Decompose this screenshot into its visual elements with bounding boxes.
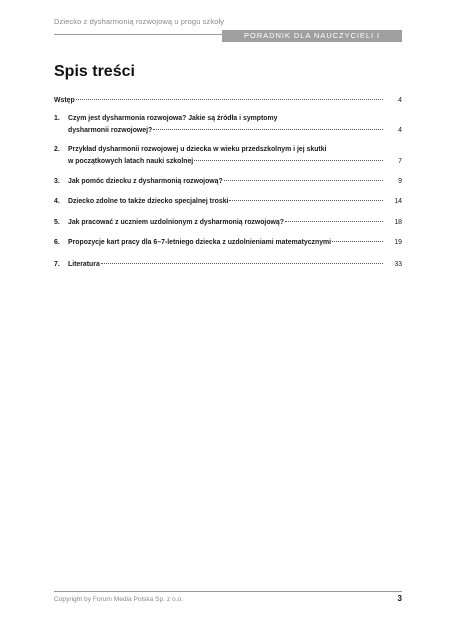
toc-entry-title: Literatura xyxy=(68,261,100,268)
toc-entry-body xyxy=(68,217,402,229)
toc-entry-title: Dziecko zdolne to także dziecko specjalnej troski xyxy=(68,198,229,205)
toc-entry-page: 4 xyxy=(398,97,402,104)
toc-entry-page: 18 xyxy=(394,219,402,226)
toc-entry-number: 5. xyxy=(54,219,60,226)
leader-dots xyxy=(285,221,383,222)
toc-entry-body xyxy=(68,196,402,208)
leader-dots xyxy=(194,160,383,161)
toc-entry-title-line: w początkowych latach nauki szkolnej xyxy=(68,158,194,165)
leader-dots xyxy=(76,99,383,100)
toc-entry-title-line: dysharmonii rozwojowej? xyxy=(68,127,153,134)
toc-entry-body xyxy=(54,95,402,107)
toc-entry-title: Propozycje kart pracy dla 6–7-letniego dziecka z uzdolnieniami matematycznymi xyxy=(68,239,332,246)
toc-entry-number: 4. xyxy=(54,198,60,205)
toc-entry-page: 14 xyxy=(394,198,402,205)
toc-entry-title-line: Czym jest dysharmonia rozwojowa? Jakie są źródła i symptomy xyxy=(68,115,278,122)
toc-entry-body xyxy=(68,259,402,271)
toc-entry-body xyxy=(68,237,402,249)
header-band xyxy=(222,30,402,52)
toc-entry-page: 33 xyxy=(394,261,402,268)
toc-entry-number: 7. xyxy=(54,261,60,268)
toc-entry-title: Jak pomóc dziecku z dysharmonią rozwojową? xyxy=(68,178,223,185)
toc-heading: Spis treści xyxy=(54,63,135,80)
toc-entry-page: 7 xyxy=(398,158,402,165)
toc-entry-page: 9 xyxy=(398,178,402,185)
footer-page-number: 3 xyxy=(397,594,402,603)
toc-entry-body xyxy=(68,176,402,188)
leader-dots xyxy=(153,129,383,130)
header-band-label: PORADNIK DLA NAUCZYCIELI I RODZICÓW xyxy=(243,31,381,52)
toc-entry-page: 4 xyxy=(398,127,402,134)
toc-entry-page: 19 xyxy=(394,239,402,246)
toc-entry-title: Jak pracować z uczniem uzdolnionym z dysharmonią rozwojową? xyxy=(68,219,284,226)
toc-entry-number: 6. xyxy=(54,239,60,246)
leader-dots xyxy=(332,241,383,242)
toc-entry-title-line: Przykład dysharmonii rozwojowej u dziecka w wieku przedszkolnym i jej skutki xyxy=(68,146,327,153)
leader-dots xyxy=(229,200,383,201)
leader-dots xyxy=(224,180,383,181)
toc-entry-number: 3. xyxy=(54,178,60,185)
toc-entry-title: Wstęp xyxy=(54,97,75,104)
leader-dots xyxy=(101,263,383,264)
running-header-title: Dziecko z dysharmonią rozwojową u progu szkoły xyxy=(54,17,225,26)
footer-rule xyxy=(54,591,402,592)
footer-copyright: Copyright by Forum Media Polska Sp. z o.o. xyxy=(54,596,183,603)
toc-entry-number: 2. xyxy=(54,146,60,153)
toc-entry-body xyxy=(68,113,402,137)
toc-entry-number: 1. xyxy=(54,115,60,122)
toc-entry-body xyxy=(68,144,402,168)
